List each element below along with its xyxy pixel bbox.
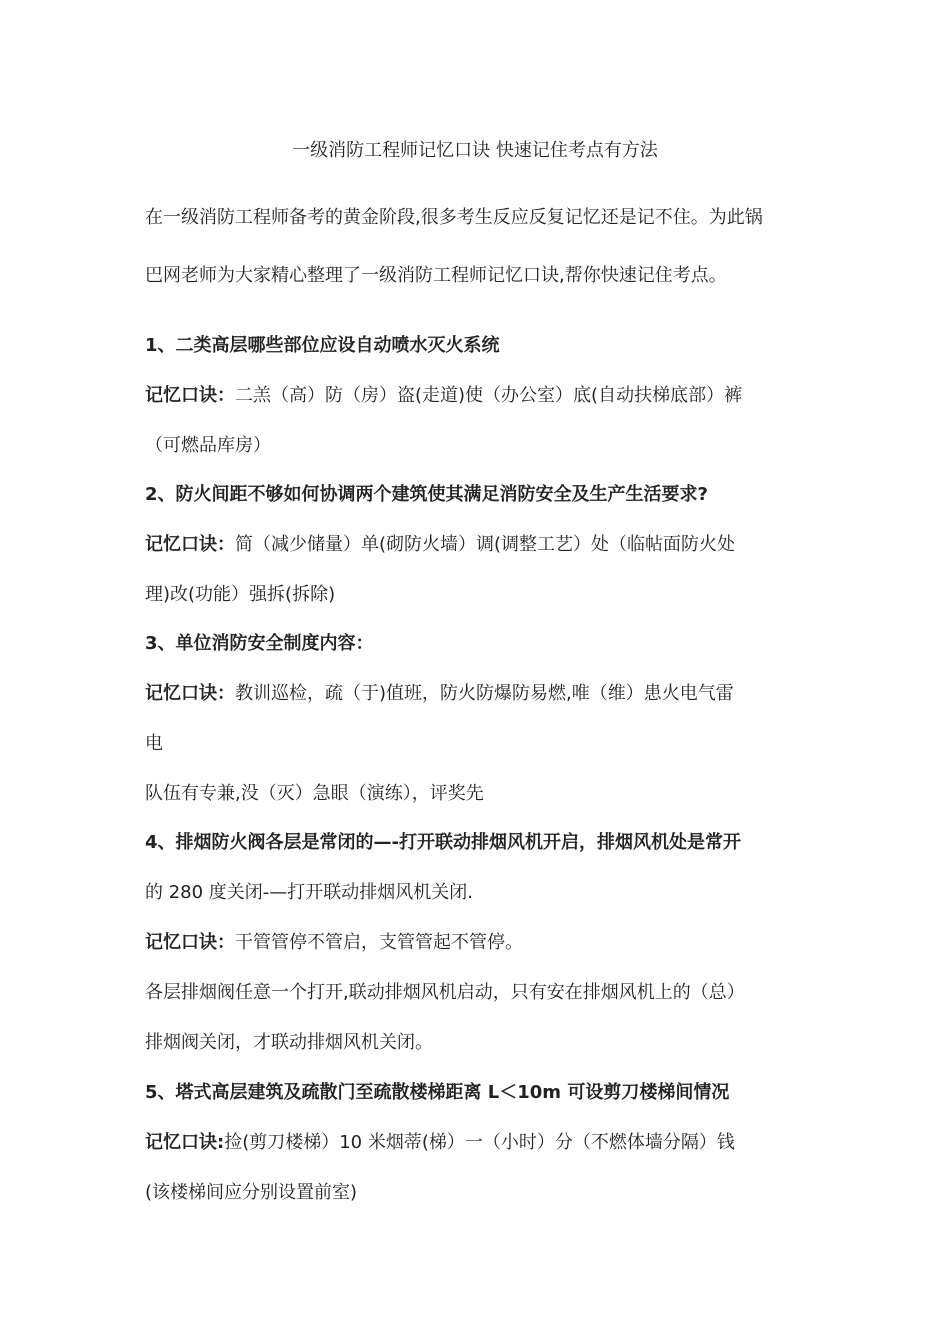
mnemonic-label: 记忆口诀: (145, 1132, 225, 1153)
mnemonic-text: 排烟阀关闭，才联动排烟风机关闭。 (145, 1032, 433, 1053)
mnemonic-label: 记忆口诀： (145, 534, 235, 555)
mnemonic-text: 干管管停不管启，支管管起不管停。 (235, 932, 523, 953)
mnemonic-text: 理)改(功能）强拆(拆除) (145, 584, 336, 605)
mnemonic-text: 电 (145, 733, 163, 754)
mnemonic-text: 二羔（高）防（房）盗(走道)使（办公室）底(自动扶梯底部）裤 (235, 385, 743, 406)
mnemonic-text: (该楼梯间应分别设置前室) (145, 1182, 358, 1203)
mnemonic-text: 捡(剪刀楼梯）10 米烟蒂(梯）一（小时）分（不燃体墙分隔）钱 (224, 1132, 735, 1153)
mnemonic-text: 教训巡检，疏（于)值班，防火防爆防易燃,唯（维）患火电气雷 (235, 683, 734, 704)
mnemonic-line (145, 680, 810, 708)
mnemonic-line (145, 382, 810, 410)
section-heading: 1、二类高层哪些部位应设自动喷水灭火系统 (145, 335, 500, 356)
mnemonic-text: 各层排烟阀任意一个打开,联动排烟风机启动，只有安在排烟风机上的（总） (145, 982, 745, 1003)
intro-line: 在一级消防工程师备考的黄金阶段,很多考生反应反复记忆还是记不住。为此锅 (145, 207, 763, 228)
mnemonic-text: 队伍有专兼,没（灭）急眼（演练），评奖先 (145, 783, 484, 804)
mnemonic-line (145, 531, 810, 559)
section-heading: 5、塔式高层建筑及疏散门至疏散楼梯距离 L＜10m 可设剪刀楼梯间情况 (145, 1082, 730, 1103)
section-heading: 2、防火间距不够如何协调两个建筑使其满足消防安全及生产生活要求? (145, 484, 708, 505)
mnemonic-label: 记忆口诀： (145, 385, 235, 406)
mnemonic-text: （可燃品库房） (145, 435, 271, 456)
mnemonic-label: 记忆口诀： (145, 932, 235, 953)
section-heading: 4、排烟防火阀各层是常闭的—-打开联动排烟风机开启，排烟风机处是常开 (145, 832, 741, 853)
section-heading: 3、单位消防安全制度内容： (145, 633, 374, 654)
mnemonic-text: 简（减少储量）单(砌防火墙）调(调整工艺）处（临帖面防火处 (235, 534, 736, 555)
intro-line: 巴网老师为大家精心整理了一级消防工程师记忆口诀,帮你快速记住考点。 (145, 265, 727, 286)
section-heading-continued: 的 280 度关闭-—打开联动排烟风机关闭. (145, 882, 474, 903)
mnemonic-label: 记忆口诀： (145, 683, 235, 704)
mnemonic-line (145, 1129, 810, 1157)
document-title: 一级消防工程师记忆口诀 快速记住考点有方法 (292, 140, 658, 161)
mnemonic-line (145, 929, 810, 957)
